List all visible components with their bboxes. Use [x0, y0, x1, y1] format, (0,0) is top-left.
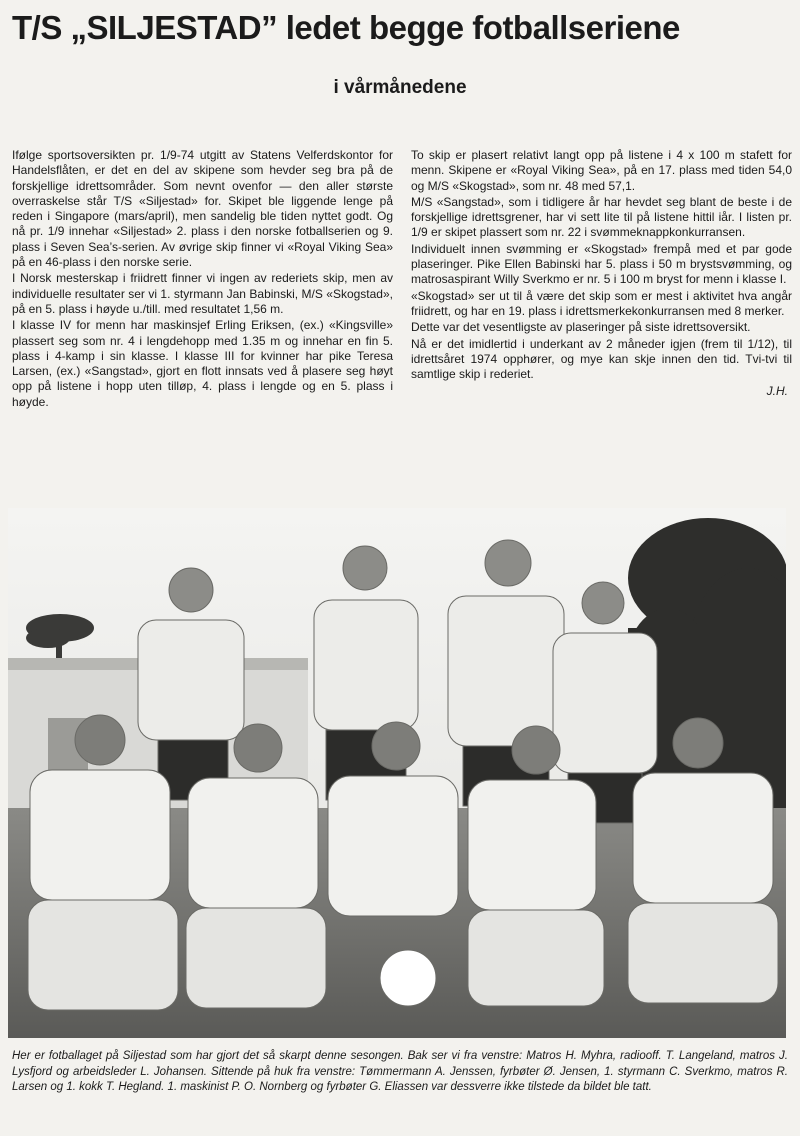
headline: T/S „SILJESTAD” ledet begge fotballseriene	[12, 9, 680, 46]
author-signature: J.H.	[766, 384, 788, 399]
article-paragraph: Individuelt innen svømming er «Skogstad» frempå med et par gode plaseringer. Pike Ellen Babinski har 5. plass i 50 m brystsvømming, og matrosaspirant Willy Sverkmo er nr. 5 i 100 m bryst for menn i klasse I.	[411, 241, 792, 287]
article-paragraph: I klasse IV for menn har maskinsjef Erling Eriksen, (ex.) «Kingsville» plassert seg som nr. 4 i lengdehopp med 1.35 m og innehar en fin 5. plass i 4-kamp i sin klasse. I klasse III for kvinner har pike Teresa Larsen, (ex.) «Sangstad», gjort en flott innsats ved å plasere seg høyt opp på listene i hopp uten tilløp, 4. plass i lengde og en 5. plass i høyde.	[12, 318, 393, 409]
article-left-column	[12, 148, 393, 411]
article-paragraph: «Skogstad» ser ut til å være det skip som er mest i aktivitet hva angår friidrett, og har en 19. plass i idrettsmerkekonkurransen med 8 merker.	[411, 288, 792, 318]
team-photo	[8, 508, 786, 1038]
photo-caption: Her er fotballaget på Siljestad som har gjort det så skarpt denne sesongen. Bak ser vi fra venstre: Matros H. Myhra, radiooff. T. Langeland, matros J. Lysfjord og arbeidsleder L. Johansen. Sittende på huk fra venstre: Tømmermann A. Jenssen, fyrbøter Ø. Jensen, 1. styrmann C. Sverkmo, matros R. Larsen og 1. kokk T. Hegland. 1. maskinist P. O. Nornberg og fyrbøter G. Eliassen var dessverre ikke tilstede da bildet ble tatt.	[12, 1050, 788, 1093]
article-paragraph: Dette var det vesentligste av plaseringer på siste idrettsoversikt.	[411, 320, 751, 335]
article-paragraph: M/S «Sangstad», som i tidligere år har hevdet seg blant de beste i de forskjellige idrettsgrener, har vi sett lite til på listene hittil iår. I listen pr. 1/9 er skipet plassert som nr. 22 i svømmeknappkonkurransen.	[411, 194, 792, 240]
article-paragraph: To skip er plasert relativt langt opp på listene i 4 x 100 m stafett for menn. Skipene er «Royal Viking Sea», på en 17. plass med tiden 54,0 og M/S «Skogstad», som nr. 48 med 57,1.	[411, 148, 792, 193]
article-paragraph: I Norsk mesterskap i friidrett finner vi ingen av rederiets skip, men av individuelle resultater ser vi 1. styrmann Jan Babinski, M/S «Skogstad», på en 5. plass i høyde u./till. med resultatet 1,56 m.	[12, 271, 393, 316]
article-paragraph: Nå er det imidlertid i underkant av 2 måneder igjen (frem til 1/12), til idrettsåret 1974 opphører, og mye kan skje innen den tid. Tvi-tvi til samtlige skip i rederiet.	[411, 336, 792, 382]
subheadline: i vårmånedene	[333, 77, 467, 98]
article-right-column	[411, 148, 792, 400]
team-photo-illustration	[8, 508, 786, 1038]
article-paragraph: Ifølge sportsoversikten pr. 1/9-74 utgitt av Statens Velferdskontor for Handelsflåten, er det en del av skipene som hevder seg bra på de forskjellige idrettsområder. Som nevnt ovenfor — den aller største overraskelse står T/S «Siljestad» for. Skipet ble liggende lenge på reden i Singapore (mars/april), men sandelig ble tiden nyttet godt. Og nå pr. 1/9 innehar «Siljestad» 2. plass i den norske fotballserien og 9. plass i Seven Sea’s-serien. Av øvrige skip finner vi «Royal Viking Sea» på en 46-plass i den norske serie.	[12, 148, 393, 270]
